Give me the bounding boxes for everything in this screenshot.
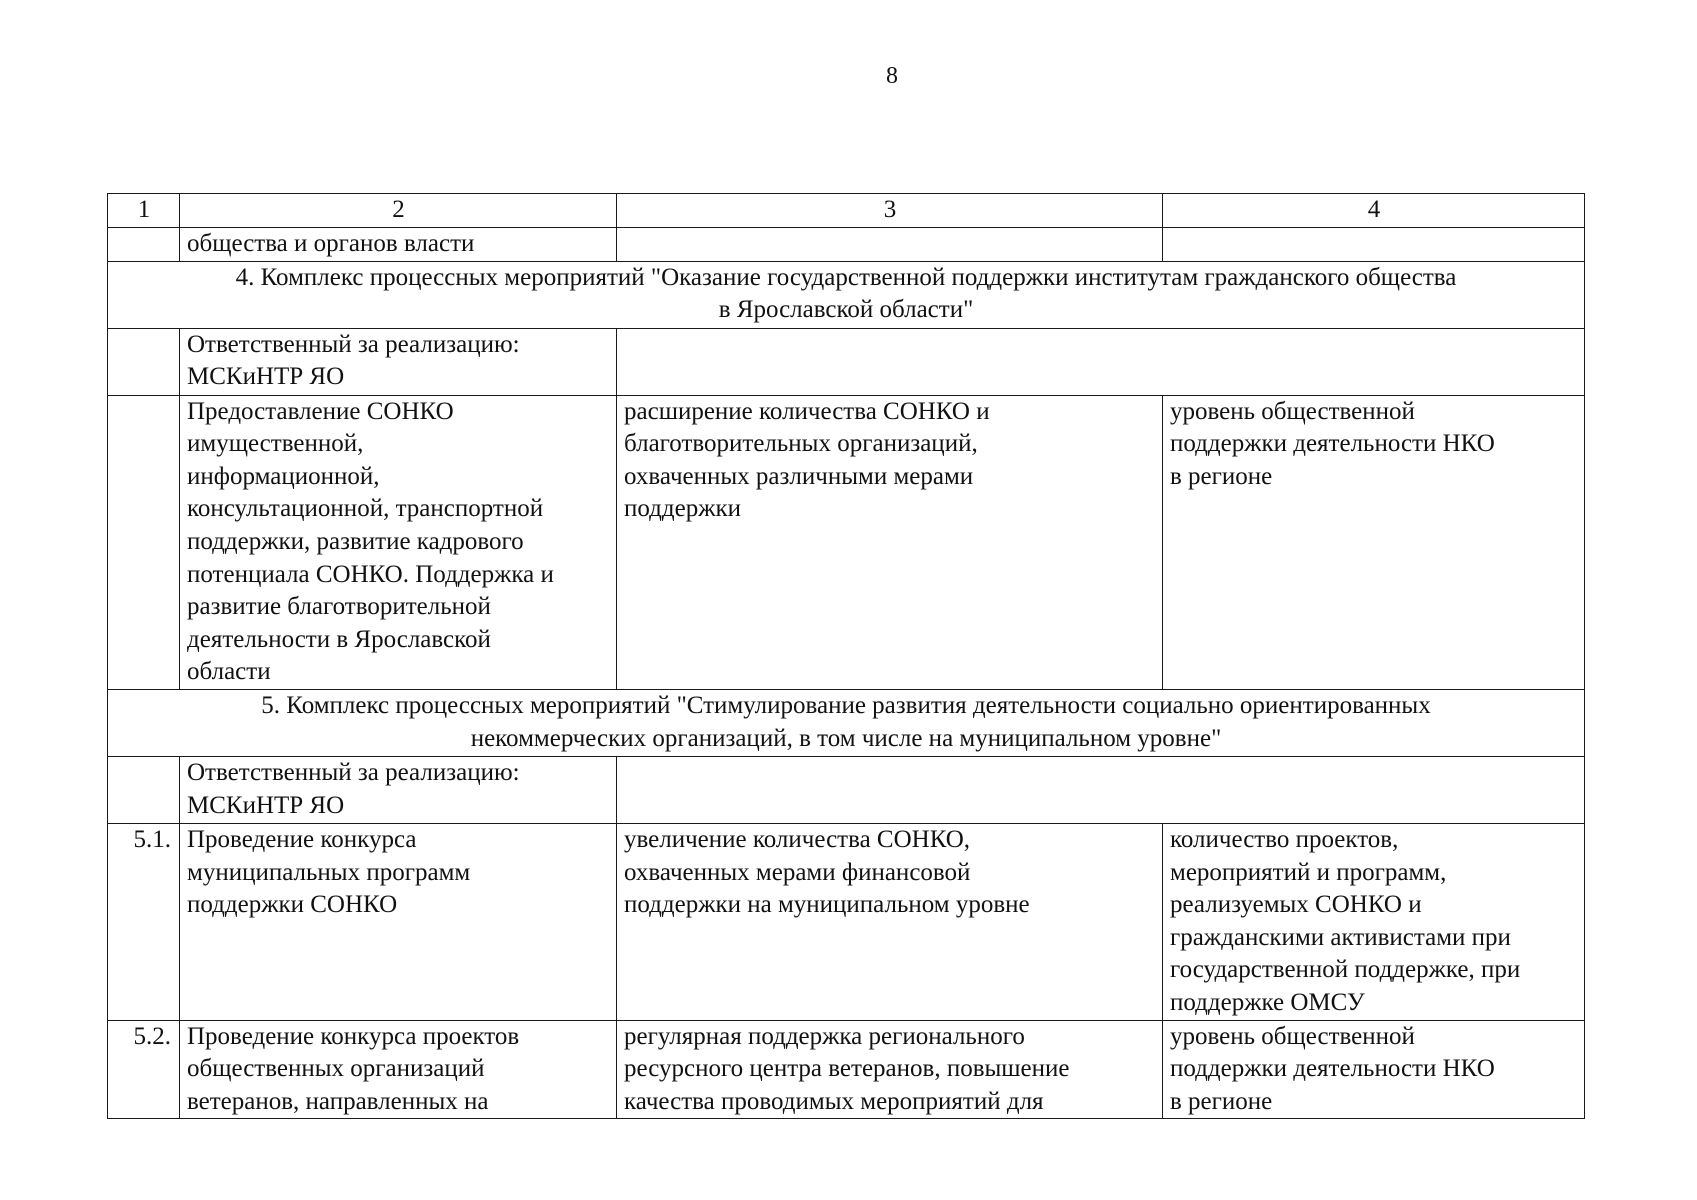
- row-number: [108, 756, 180, 823]
- indicator: уровень общественной поддержки деятельности НКО в регионе: [1163, 1020, 1585, 1119]
- measure-name: общества и органов власти: [180, 228, 617, 262]
- indicator: количество проектов, мероприятий и программ, реализуемых СОНКО и гражданскими активистами при государственной поддержке, при поддержке ОМСУ: [1163, 823, 1585, 1020]
- section-heading-row: [108, 689, 1585, 756]
- indicator: [1163, 228, 1585, 262]
- section-5-responsible: Ответственный за реализацию: МСКиНТР ЯО: [180, 756, 617, 823]
- row-number: [108, 228, 180, 262]
- row-number: [108, 395, 180, 689]
- row-number: 5.1.: [108, 823, 180, 1020]
- table-row: [108, 823, 1585, 1020]
- section-5-title: 5. Комплекс процессных мероприятий "Стимулирование развития деятельности социально ориентированных некоммерческих организаций, в том числе на муниципальном уровне": [108, 689, 1585, 756]
- expected-result: расширение количества СОНКО и благотворительных организаций, охваченных различными мерами поддержки: [617, 395, 1163, 689]
- responsible-empty-cell: [617, 756, 1585, 823]
- expected-result: [617, 228, 1163, 262]
- expected-result: регулярная поддержка регионального ресурсного центра ветеранов, повышение качества проводимых мероприятий для: [617, 1020, 1163, 1119]
- table-row: [108, 228, 1585, 262]
- header-col-2: 2: [180, 194, 617, 228]
- measure-name: Проведение конкурса проектов общественных организаций ветеранов, направленных на: [180, 1020, 617, 1119]
- responsible-row: [108, 756, 1585, 823]
- measures-table: [107, 193, 1585, 1119]
- table-header-row: [108, 194, 1585, 228]
- measure-name: Предоставление СОНКО имущественной, информационной, консультационной, транспортной поддержки, развитие кадрового потенциала СОНКО. Поддержка и развитие благотворительной деятельности в Ярославской области: [180, 395, 617, 689]
- indicator: уровень общественной поддержки деятельности НКО в регионе: [1163, 395, 1585, 689]
- table-row: [108, 395, 1585, 689]
- header-col-1: 1: [108, 194, 180, 228]
- header-col-4: 4: [1163, 194, 1585, 228]
- row-number: 5.2.: [108, 1020, 180, 1119]
- section-4-responsible: Ответственный за реализацию: МСКиНТР ЯО: [180, 328, 617, 395]
- responsible-empty-cell: [617, 328, 1585, 395]
- section-4-title: 4. Комплекс процессных мероприятий "Оказание государственной поддержки институтам гражданского общества в Ярославской области": [108, 261, 1585, 328]
- measure-name: Проведение конкурса муниципальных программ поддержки СОНКО: [180, 823, 617, 1020]
- table-row: [108, 1020, 1585, 1119]
- section-heading-row: [108, 261, 1585, 328]
- page-number: 8: [886, 63, 898, 89]
- responsible-row: [108, 328, 1585, 395]
- row-number: [108, 328, 180, 395]
- header-col-3: 3: [617, 194, 1163, 228]
- expected-result: увеличение количества СОНКО, охваченных мерами финансовой поддержки на муниципальном уровне: [617, 823, 1163, 1020]
